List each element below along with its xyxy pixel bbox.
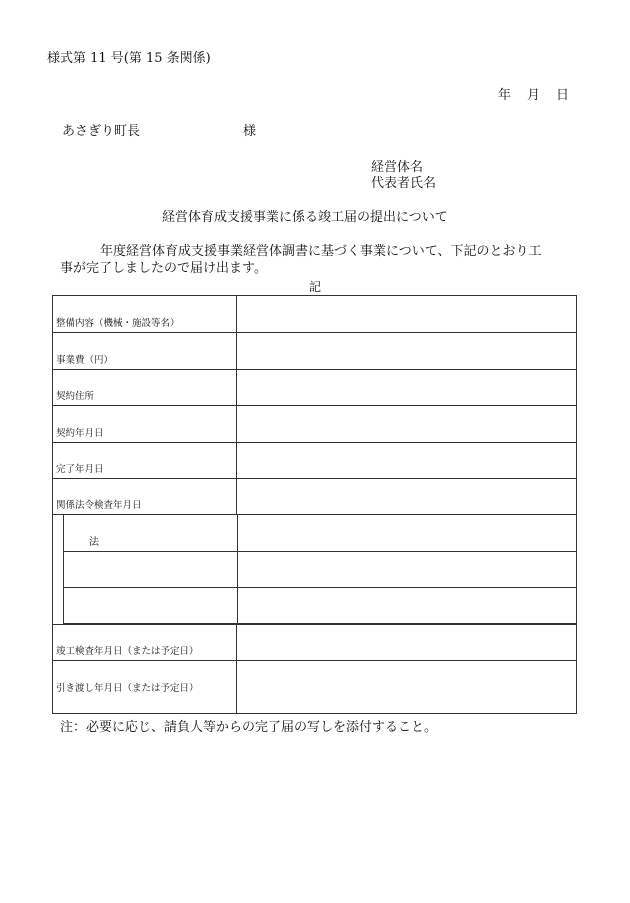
corp-name-label: 経営体名 <box>371 160 424 175</box>
date-year: 年 <box>498 88 512 103</box>
footnote: 注：必要に応じ、請負人等からの完了届の写しを添付すること。 <box>60 720 438 735</box>
value-cost[interactable] <box>236 333 576 369</box>
form-number: 様式第 11 号(第 15 条関係) <box>47 51 211 66</box>
row-final-inspection <box>53 625 576 661</box>
ki-marker: 記 <box>309 280 322 294</box>
value-law-3[interactable] <box>237 588 576 623</box>
label-inspection-date: 関係法令検査年月日 <box>56 500 142 511</box>
row-contract-address <box>53 370 576 406</box>
sub-row-2 <box>63 552 576 588</box>
row-handover-date <box>53 661 576 714</box>
date-month: 月 <box>527 88 541 103</box>
row-completion-date <box>53 443 576 479</box>
label-contract-date: 契約年月日 <box>56 428 104 439</box>
row-equipment <box>53 296 576 333</box>
body-line-2: 事が完了しましたので届け出ます。 <box>60 261 267 276</box>
label-law: 法 <box>89 537 99 548</box>
sub-row-law <box>63 515 576 552</box>
body-text <box>60 243 585 277</box>
value-handover-date[interactable] <box>236 661 576 714</box>
row-contract-date <box>53 406 576 443</box>
row-inspection-date <box>53 479 576 515</box>
rep-name-label: 代表者氏名 <box>371 176 437 191</box>
label-equipment: 整備内容（機械・施設等名） <box>56 318 180 329</box>
label-completion-date: 完了年月日 <box>56 464 104 475</box>
value-equipment[interactable] <box>236 296 576 332</box>
value-completion-date[interactable] <box>236 443 576 478</box>
label-contract-address: 契約住所 <box>56 391 95 402</box>
value-contract-date[interactable] <box>236 406 576 442</box>
body-line-1: 年度経営体育成支援事業経営体調書に基づく事業について、下記のとおり工 <box>100 244 542 259</box>
date-line <box>498 84 569 103</box>
sub-row-3 <box>63 588 576 624</box>
row-cost <box>53 333 576 370</box>
value-final-inspection[interactable] <box>236 625 576 660</box>
value-contract-address[interactable] <box>236 370 576 405</box>
addressee-name: あさぎり町長 <box>62 124 141 139</box>
value-law-2[interactable] <box>237 552 576 587</box>
label-final-inspection: 竣工検査年月日（または予定日） <box>56 646 199 657</box>
label-cost: 事業費（円） <box>56 355 114 366</box>
value-law-1[interactable] <box>237 515 576 551</box>
addressee-honorific: 様 <box>243 124 257 139</box>
value-inspection-date[interactable] <box>236 479 576 514</box>
date-day: 日 <box>556 88 570 103</box>
label-handover-date: 引き渡し年月日（または予定日） <box>56 683 199 694</box>
document-title: 経営体育成支援事業に係る竣工届の提出について <box>162 210 448 225</box>
completion-form-table <box>52 295 577 714</box>
